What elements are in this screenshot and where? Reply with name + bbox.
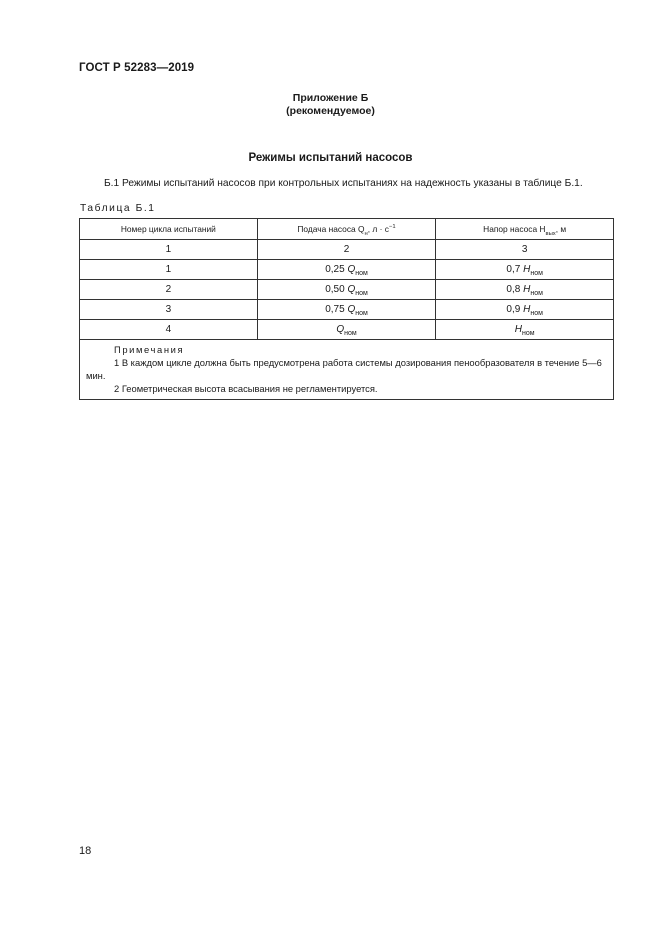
cycle-cell: 2 bbox=[80, 280, 258, 300]
flow-cell bbox=[257, 280, 436, 300]
index-cell: 1 bbox=[80, 240, 258, 260]
cycle-cell: 4 bbox=[80, 320, 258, 340]
head-symbol: H bbox=[523, 264, 531, 275]
appendix-title: Приложение Б bbox=[292, 92, 369, 104]
table-header-row bbox=[80, 219, 614, 240]
table-index-row bbox=[80, 240, 614, 260]
section-title: Режимы испытаний насосов bbox=[248, 152, 413, 164]
flow-sub: ном bbox=[355, 270, 368, 277]
index-cell: 2 bbox=[257, 240, 436, 260]
table-caption: Таблица Б.1 bbox=[80, 203, 156, 214]
section-intro: Б.1 Режимы испытаний насосов при контрольных испытаниях на надежность указаны в таблице Б.1. bbox=[104, 178, 583, 189]
cycle-cell: 1 bbox=[80, 260, 258, 280]
header-pump-head-sub: вых bbox=[545, 231, 556, 237]
flow-symbol: Q bbox=[347, 284, 356, 295]
appendix-subtitle: (рекомендуемое) bbox=[286, 105, 375, 117]
table-notes-row bbox=[80, 340, 614, 400]
flow-symbol: Q bbox=[336, 324, 345, 335]
header-pump-flow-sub: н bbox=[364, 231, 368, 237]
flow-coef: 0,50 bbox=[325, 284, 348, 295]
cycle-cell: 3 bbox=[80, 300, 258, 320]
page-number: 18 bbox=[79, 845, 92, 857]
flow-sub: ном bbox=[355, 290, 368, 297]
flow-cell bbox=[257, 300, 436, 320]
head-cell bbox=[436, 320, 614, 340]
flow-sub: ном bbox=[344, 330, 357, 337]
head-symbol: H bbox=[523, 284, 531, 295]
flow-sub: ном bbox=[355, 310, 368, 317]
header-pump-flow-text: Подача насоса Q bbox=[297, 224, 365, 234]
flow-coef: 0,25 bbox=[325, 264, 348, 275]
header-pump-head-text: Напор насоса H bbox=[483, 224, 546, 234]
head-sub: ном bbox=[522, 330, 535, 337]
head-coef: 0,9 bbox=[506, 304, 524, 315]
header-pump-flow-unit: , л · с bbox=[367, 224, 389, 234]
test-modes-table bbox=[79, 218, 614, 400]
header-pump-flow-sup: −1 bbox=[388, 224, 396, 230]
head-cell bbox=[436, 280, 614, 300]
header-pump-head-unit: , м bbox=[555, 224, 567, 234]
notes-cell bbox=[80, 340, 614, 400]
head-sub: ном bbox=[530, 290, 543, 297]
document-code: ГОСТ Р 52283—2019 bbox=[79, 62, 195, 74]
table-row bbox=[80, 280, 614, 300]
head-cell bbox=[436, 260, 614, 280]
note-item: 1 В каждом цикле должна быть предусмотрена работа системы дозирования пенообразователя в течение 5—6 мин. bbox=[86, 357, 602, 381]
head-symbol: H bbox=[514, 324, 522, 335]
head-symbol: H bbox=[523, 304, 531, 315]
header-cycle-number: Номер цикла испытаний bbox=[80, 219, 258, 240]
head-sub: ном bbox=[530, 310, 543, 317]
head-coef: 0,8 bbox=[506, 284, 524, 295]
flow-symbol: Q bbox=[347, 304, 356, 315]
index-cell: 3 bbox=[436, 240, 614, 260]
notes-heading: Примечания bbox=[114, 344, 185, 355]
head-cell bbox=[436, 300, 614, 320]
head-sub: ном bbox=[530, 270, 543, 277]
flow-cell bbox=[257, 320, 436, 340]
header-pump-head bbox=[436, 219, 614, 240]
table-row bbox=[80, 320, 614, 340]
header-pump-flow bbox=[257, 219, 436, 240]
table-row bbox=[80, 260, 614, 280]
flow-cell bbox=[257, 260, 436, 280]
note-item: 2 Геометрическая высота всасывания не регламентируется. bbox=[114, 383, 378, 394]
flow-symbol: Q bbox=[347, 264, 356, 275]
table-row bbox=[80, 300, 614, 320]
flow-coef: 0,75 bbox=[325, 304, 348, 315]
head-coef: 0,7 bbox=[506, 264, 524, 275]
